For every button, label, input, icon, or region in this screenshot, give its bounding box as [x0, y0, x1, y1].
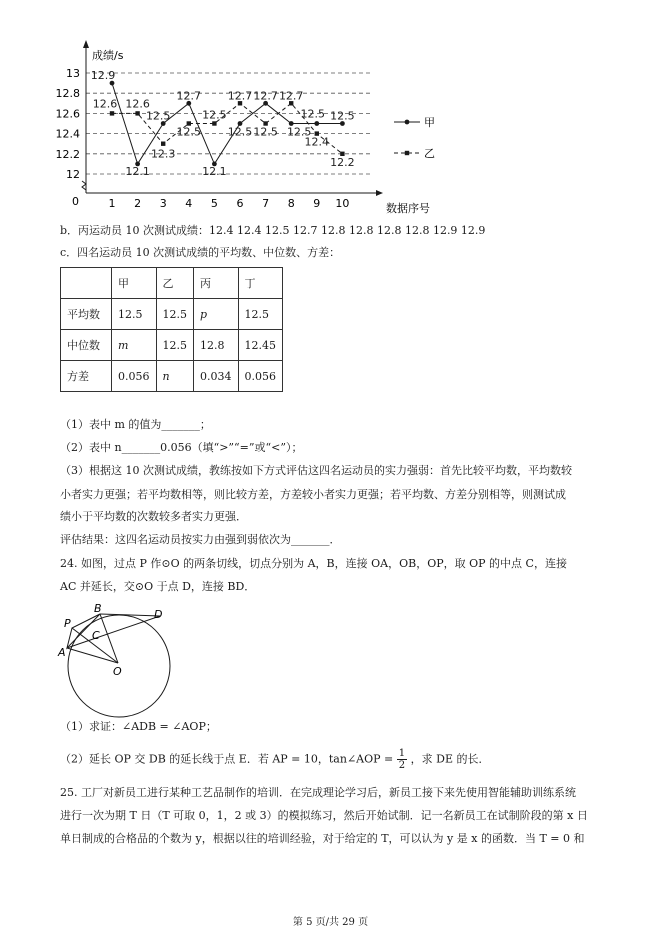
- data-label: 12.1: [125, 164, 150, 178]
- data-label: 12.7: [227, 89, 253, 103]
- table-cell: 12.5: [112, 299, 157, 330]
- text-line-c: c．四名运动员 10 次测试成绩的平均数、中位数、方差：: [60, 246, 341, 259]
- table-header-cell: [61, 268, 112, 299]
- x-tick-label: 3: [159, 197, 167, 210]
- x-tick-label: 5: [210, 197, 218, 210]
- table-row: [61, 361, 283, 392]
- question-3-line-2: 小者实力更强；若平均数相等，则比较方差，方差较小者实力更强；若平均数、方差分别相等，则测试成: [60, 488, 566, 501]
- table-cell: 0.056: [238, 361, 283, 392]
- table-header-cell: 丁: [238, 268, 283, 299]
- table-cell: 0.056: [112, 361, 157, 392]
- x-tick-label: 1: [108, 197, 116, 210]
- x-tick-label: 4: [185, 197, 193, 210]
- data-label: 12.5: [227, 125, 253, 139]
- data-point: [161, 142, 165, 146]
- data-label: 12.1: [202, 164, 227, 178]
- origin-label: 0: [72, 195, 79, 208]
- point-label-c: C: [92, 629, 100, 642]
- table-cell: 方差: [61, 361, 112, 392]
- legend-marker-yi: [405, 151, 409, 155]
- data-label: 12.5: [300, 107, 326, 121]
- table-cell: 12.5: [156, 330, 194, 361]
- problem-24-question-2-tail: ，求 DE 的长．: [410, 752, 490, 766]
- data-point: [135, 111, 139, 115]
- table-header-row: [61, 268, 283, 299]
- table-header-cell: 乙: [156, 268, 194, 299]
- table-cell: m: [112, 330, 157, 361]
- question-3-line-1: （3）根据这 10 次测试成绩，教练按如下方式评估这四名运动员的实力强弱：首先比较平均数，平均数较: [60, 464, 572, 477]
- x-axis-label: 数据序号: [386, 202, 430, 215]
- stats-table: [60, 267, 283, 392]
- legend-label-jia: 甲: [424, 116, 435, 129]
- fraction-one-half: [397, 748, 407, 771]
- x-tick-label: 10: [335, 197, 350, 210]
- table-cell: p: [194, 299, 239, 330]
- data-label: 12.9: [90, 69, 116, 83]
- question-1: （1）表中 m 的值为_______；: [60, 418, 211, 431]
- table-cell: n: [156, 361, 194, 392]
- x-tick-label: 8: [287, 197, 295, 210]
- table-row: [61, 299, 283, 330]
- legend-label-yi: 乙: [424, 147, 435, 160]
- problem-24-question-2-text: （2）延长 OP 交 DB 的延长线于点 E．若 AP = 10，tan∠AOP =: [60, 752, 394, 766]
- data-label: 12.4: [304, 135, 330, 149]
- data-label: 12.5: [330, 109, 355, 123]
- table-header-cell: 丙: [194, 268, 239, 299]
- data-point: [212, 121, 216, 125]
- problem-24-question-2: [60, 748, 489, 771]
- axis-break-icon: [82, 181, 86, 190]
- data-label: 12.5: [202, 108, 227, 122]
- table-row: [61, 330, 283, 361]
- table-cell: 12.8: [194, 330, 239, 361]
- table-cell: 0.034: [194, 361, 239, 392]
- point-label-d: D: [154, 608, 163, 621]
- point-label-b: B: [94, 602, 102, 615]
- data-label: 12.7: [253, 89, 278, 103]
- data-label: 12.5: [286, 125, 312, 139]
- data-label: 12.5: [176, 125, 202, 139]
- question-3-line-4: 评估结果：这四名运动员按实力由强到弱依次为_______．: [60, 533, 341, 546]
- y-axis-arrow: [83, 40, 89, 48]
- y-tick-label: 12.4: [55, 127, 80, 141]
- data-label: 12.2: [330, 155, 355, 169]
- data-label: 12.7: [176, 89, 202, 103]
- point-label-a: A: [58, 646, 66, 659]
- table-header-cell: 甲: [112, 268, 157, 299]
- page-footer: 第 5 页/共 29 页: [292, 917, 369, 928]
- line-chart: [0, 0, 661, 225]
- data-label: 12.7: [278, 89, 304, 103]
- point-label-o: O: [113, 665, 122, 678]
- data-point: [110, 111, 114, 115]
- data-label: 12.6: [92, 97, 118, 111]
- table-cell: 平均数: [61, 299, 112, 330]
- chart-series: [91, 69, 355, 178]
- geometry-figure-24: [55, 600, 190, 718]
- y-axis-label: 成绩/s: [92, 49, 124, 62]
- text-line-b: b．丙运动员 10 次测试成绩：12.4 12.4 12.5 12.7 12.8 12.8 12.8 12.8 12.9 12.9: [60, 224, 486, 237]
- question-3-line-3: 绩小于平均数的次数较多者实力更强．: [60, 510, 247, 523]
- table-cell: 12.5: [238, 299, 283, 330]
- table-cell: 12.45: [238, 330, 283, 361]
- problem-24-question-1: （1）求证：∠ADB = ∠AOP；: [60, 720, 217, 733]
- data-label: 12.3: [150, 147, 176, 161]
- x-tick-label: 7: [262, 197, 270, 210]
- question-2: （2）表中 n_______0.056（填“>”“=”或“<”）；: [60, 441, 303, 454]
- y-tick-label: 12.8: [55, 87, 80, 101]
- data-point: [314, 121, 319, 126]
- problem-24-line-2: AC 并延长，交⊙O 于点 D，连接 BD．: [60, 580, 256, 593]
- table-cell: 中位数: [61, 330, 112, 361]
- table-cell: 12.5: [156, 299, 194, 330]
- y-tick-label: 13: [66, 67, 80, 80]
- x-tick-label: 2: [134, 197, 142, 210]
- x-axis-arrow: [376, 190, 383, 196]
- x-tick-label: 6: [236, 197, 244, 210]
- problem-25-line-1: 25. 工厂对新员工进行某种工艺品制作的培训．在完成理论学习后，新员工接下来先使用智能辅助训练系统: [60, 786, 576, 799]
- problem-24-line-1: 24. 如图，过点 P 作⊙O 的两条切线，切点分别为 A，B，连接 OA，OB，OP，取 OP 的中点 C，连接: [60, 557, 567, 570]
- data-label: 12.5: [253, 125, 278, 139]
- data-label: 12.6: [125, 97, 150, 111]
- legend-marker-jia: [405, 120, 410, 125]
- y-tick-label: 12: [66, 168, 80, 181]
- x-tick-label: 9: [313, 197, 321, 210]
- y-tick-label: 12.6: [55, 107, 80, 121]
- problem-25-line-3: 单日制成的合格品的个数为 y，根据以往的培训经验，对于给定的 T，可以认为 y 是 x 的函数．当 T = 0 和: [60, 832, 585, 845]
- point-label-p: P: [64, 617, 71, 630]
- segment-oa: [67, 648, 118, 663]
- fraction-numerator: 1: [398, 748, 406, 759]
- data-label: 12.5: [145, 109, 171, 123]
- fraction-denominator: 2: [398, 760, 406, 771]
- chart-legend: [394, 116, 435, 160]
- problem-25-line-2: 进行一次为期 T 日（T 可取 0，1，2 或 3）的模拟练习，然后开始试制．记一名新员工在试制阶段的第 x 日: [60, 809, 588, 822]
- y-tick-label: 12.2: [55, 147, 80, 161]
